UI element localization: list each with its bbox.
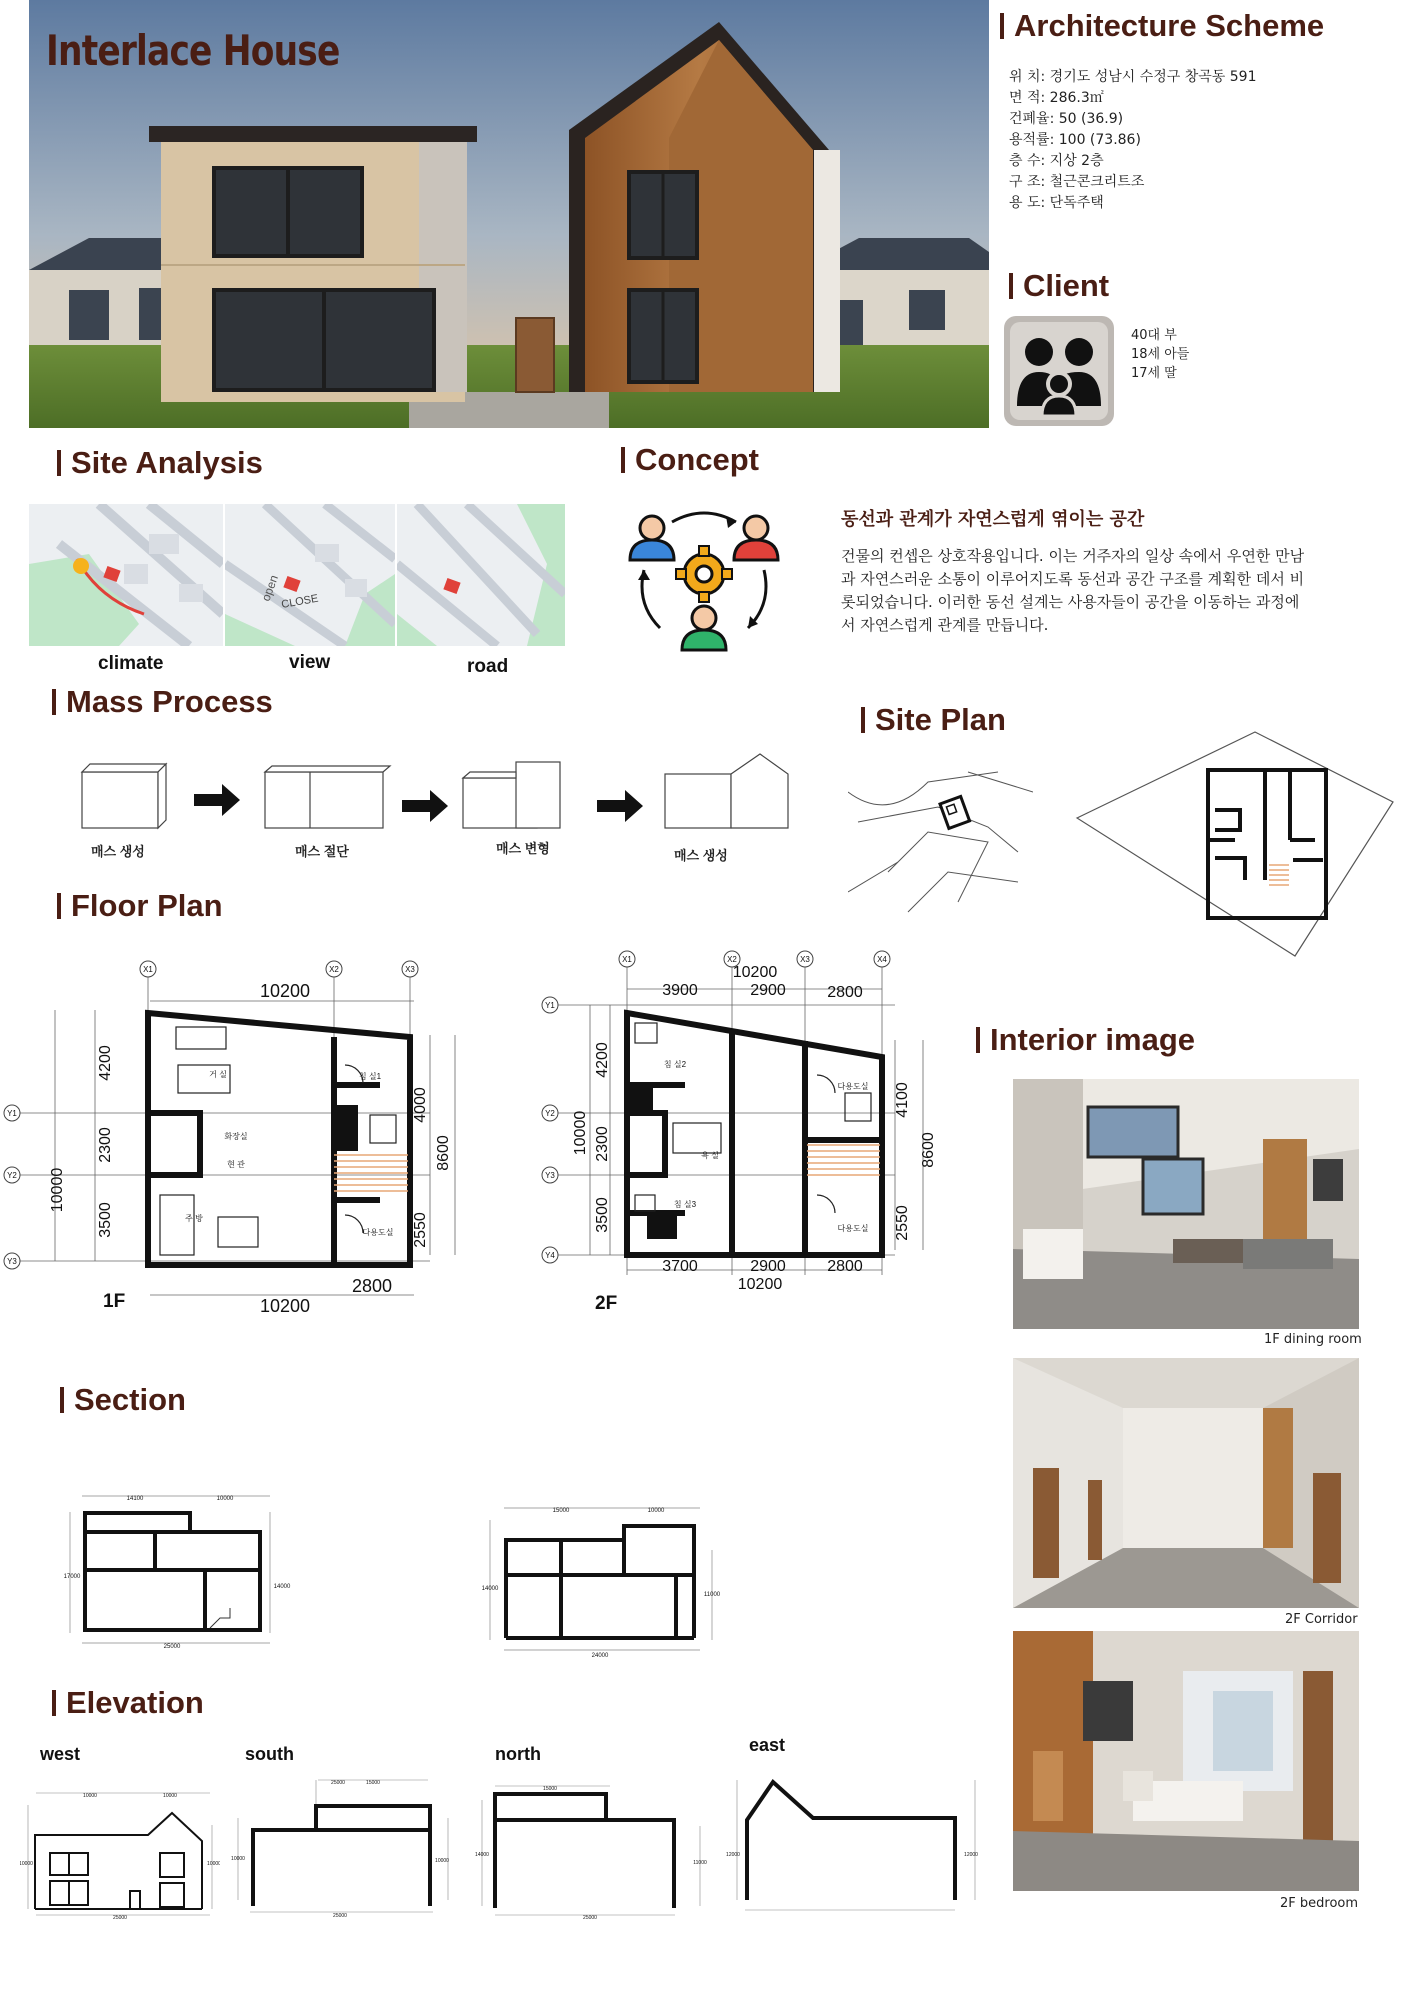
dim-1f-top: 10200 (259, 981, 311, 1001)
scheme-key: 층 수 (1009, 153, 1041, 169)
client-members (1131, 326, 1189, 383)
scheme-key: 용 도 (1009, 195, 1041, 211)
sec-b-top-a: 15000 (552, 1508, 570, 1514)
elev-south-dim-1: 25000 (331, 1780, 345, 1786)
floor-plan-1f (0, 955, 470, 1315)
dim-1f-left-c: 3500 (97, 1202, 114, 1238)
scheme-value: 100 (73.86) (1058, 132, 1141, 148)
elev-west-dim-1: 10000 (83, 1793, 97, 1799)
site-analysis-heading (57, 445, 263, 481)
heading-bar (60, 1387, 64, 1413)
client-member: 40대 부 (1131, 328, 1177, 343)
axis-x1: X1 (143, 965, 153, 974)
dim-2f-top: 10200 (732, 964, 778, 981)
dim-1f-left-a: 4200 (97, 1045, 114, 1081)
scheme-key: 위 치 (1009, 69, 1041, 85)
elevation-heading-text: Elevation (66, 1685, 204, 1720)
sec-a-top-b: 10000 (216, 1496, 234, 1502)
view-tag-close: CLOSE (280, 592, 320, 611)
dim-2f-left-a: 4200 (594, 1042, 611, 1078)
scheme-row: 면 적: 286.3㎡ (1009, 90, 1104, 106)
mass-process-heading (52, 684, 273, 720)
axis-y1: Y1 (7, 1109, 17, 1118)
heading-bar (52, 689, 56, 715)
concept-heading (621, 442, 759, 478)
room-wc: 화장실 (224, 1132, 248, 1141)
interior-heading-text: Interior image (990, 1022, 1195, 1057)
sec-b-left: 14000 (481, 1586, 499, 1592)
client-member: 18세 아들 (1131, 347, 1190, 362)
dim-2f-bottom: 10200 (737, 1276, 783, 1293)
room-kitchen: 주 방 (185, 1214, 203, 1223)
scheme-value: 286.3㎡ (1049, 90, 1104, 106)
view-tag-open: open (258, 573, 281, 604)
section-b (476, 1500, 726, 1660)
scheme-value: 경기도 성남시 수정구 창곡동 591 (1049, 69, 1257, 85)
site-map-view (225, 504, 395, 646)
scheme-row: 위 치: 경기도 성남시 수정구 창곡동 591 (1009, 69, 1257, 85)
axis-x4: X4 (877, 955, 887, 964)
site-map-road (397, 504, 565, 646)
scheme-key: 건폐율 (1009, 111, 1050, 127)
elevation-east (725, 1760, 990, 1920)
sec-a-bottom: 25000 (163, 1644, 181, 1650)
dim-2f-top-a: 3900 (662, 982, 698, 999)
elev-south-dim-4: 10000 (435, 1858, 449, 1864)
dim-2f-bot-a: 3700 (662, 1258, 698, 1275)
interior-image-corridor (1013, 1358, 1359, 1608)
axis-y3: Y3 (545, 1171, 555, 1180)
room-utility-b: 다용도실 (837, 1224, 869, 1233)
axis-y1: Y1 (545, 1001, 555, 1010)
client-heading (1009, 268, 1109, 304)
client-heading-text: Client (1023, 268, 1110, 303)
site-caption-view: view (289, 652, 331, 673)
interaction-icon (624, 500, 784, 660)
axis-y3: Y3 (7, 1257, 17, 1266)
elev-label-north: north (495, 1744, 541, 1764)
mass-step-1: 매스 생성 (91, 844, 145, 859)
dim-1f-bottom-r: 2800 (351, 1276, 393, 1296)
dim-2f-left-total: 10000 (572, 1110, 589, 1156)
dim-1f-left-total: 10000 (49, 1167, 66, 1213)
elev-label-east: east (749, 1735, 786, 1755)
axis-x3: X3 (405, 965, 415, 974)
concept-subtitle: 동선과 관계가 자연스럽게 엮이는 공간 (841, 509, 1145, 530)
sec-a-left: 17000 (63, 1574, 81, 1580)
dim-1f-left-b: 2300 (97, 1127, 114, 1163)
room-bed1: 침 실1 (358, 1072, 382, 1081)
elev-label-south: south (245, 1744, 294, 1764)
elev-north-dim-1: 15000 (543, 1786, 557, 1792)
elev-west-dim-5: 25000 (113, 1915, 127, 1920)
site-plan-context (848, 752, 1033, 922)
floor-plan-heading (57, 888, 223, 924)
scheme-row: 구 조: 철근콘크리트조 (1009, 174, 1145, 190)
scheme-table (1009, 67, 1389, 214)
site-map-climate (29, 504, 223, 646)
mass-step-4: 매스 생성 (674, 848, 728, 863)
mass-step-2: 매스 절단 (295, 844, 349, 859)
interior-image-bedroom (1013, 1631, 1359, 1891)
heading-bar (1000, 13, 1004, 39)
client-member: 17세 딸 (1131, 366, 1177, 381)
interior-caption-bedroom: 2F bedroom (1280, 1896, 1359, 1911)
axis-y2: Y2 (545, 1109, 555, 1118)
sec-a-top-a: 14100 (126, 1496, 144, 1502)
dim-2f-bot-c: 2800 (827, 1258, 863, 1275)
heading-bar (52, 1690, 56, 1716)
scheme-row: 건폐율: 50 (36.9) (1009, 111, 1124, 127)
dim-1f-right-b: 8600 (435, 1135, 452, 1171)
hero-render (29, 0, 989, 428)
sec-b-bottom: 24000 (591, 1653, 609, 1659)
room-bed2: 침 실2 (663, 1060, 687, 1069)
architecture-scheme-heading (1000, 8, 1324, 44)
scheme-key: 면 적 (1009, 90, 1041, 106)
concept-body: 건물의 컨셉은 상호작용입니다. 이는 거주자의 일상 속에서 우연한 만남과 자연스러운 소통이 이루어지도록 동선과 공간 구조를 계획한 데서 비롯되었습니다. 이러한 동선 설계는 사용자들이 공간을 이동하는 과정에서 자연스럽게 관계를 만듭니다. (841, 547, 1305, 634)
sec-b-top-b: 10000 (647, 1508, 665, 1514)
elev-north-dim-4: 25000 (583, 1915, 597, 1920)
interior-heading (976, 1022, 1195, 1058)
heading-bar (976, 1027, 980, 1053)
axis-y4: Y4 (545, 1251, 555, 1260)
mass-step-3: 매스 변형 (496, 841, 550, 856)
scheme-key: 구 조 (1009, 174, 1041, 190)
axis-x2: X2 (329, 965, 339, 974)
dim-2f-right-b: 8600 (920, 1132, 937, 1168)
dim-2f-left-b: 2300 (594, 1126, 611, 1162)
elevation-heading (52, 1685, 204, 1721)
mass-process-heading-text: Mass Process (66, 684, 273, 719)
room-living: 거 실 (209, 1070, 227, 1079)
dim-2f-right-c: 2550 (894, 1205, 911, 1241)
dim-1f-right-c: 2550 (412, 1212, 429, 1248)
elevation-north (470, 1770, 710, 1920)
elev-north-dim-3: 11000 (693, 1860, 707, 1866)
axis-x1: X1 (622, 955, 632, 964)
interior-image-dining (1013, 1079, 1359, 1329)
project-title: Interlace House (46, 26, 340, 75)
site-plan-detail (1075, 730, 1395, 960)
scheme-value: 단독주택 (1049, 195, 1104, 211)
site-caption-climate: climate (98, 653, 164, 674)
axis-x3: X3 (800, 955, 810, 964)
sec-b-right: 11000 (703, 1592, 721, 1598)
elev-south-dim-2: 15000 (366, 1780, 380, 1786)
dim-2f-left-c: 3500 (594, 1197, 611, 1233)
heading-bar (1009, 273, 1013, 299)
site-plan-heading (861, 702, 1006, 738)
heading-bar (861, 707, 865, 733)
floor-label-1f: 1F (103, 1291, 126, 1312)
site-plan-heading-text: Site Plan (875, 702, 1006, 737)
elevation-south (228, 1770, 458, 1920)
room-bath: 욕 실 (701, 1151, 719, 1160)
floor-plan-2f (535, 945, 955, 1315)
dim-2f-top-c: 2800 (827, 984, 863, 1001)
elevation-west (20, 1785, 220, 1920)
architecture-scheme-heading-text: Architecture Scheme (1014, 8, 1325, 43)
scheme-value: 지상 2층 (1049, 153, 1104, 169)
dim-1f-bottom: 10200 (259, 1296, 311, 1315)
scheme-key: 용적률 (1009, 132, 1050, 148)
heading-bar (621, 447, 625, 473)
elev-south-dim-5: 25000 (333, 1913, 347, 1919)
concept-heading-text: Concept (635, 442, 759, 477)
elev-west-dim-2: 10000 (163, 1793, 177, 1799)
scheme-value: 50 (36.9) (1058, 111, 1124, 127)
axis-y2: Y2 (7, 1171, 17, 1180)
room-utility-a: 다용도실 (837, 1082, 869, 1091)
elev-east-dim-2: 12000 (964, 1852, 978, 1858)
elev-label-west: west (40, 1744, 81, 1764)
scheme-row: 층 수: 지상 2층 (1009, 153, 1104, 169)
scheme-value: 철근콘크리트조 (1049, 174, 1145, 190)
floor-label-2f: 2F (595, 1293, 618, 1314)
axis-x2: X2 (727, 955, 737, 964)
room-utility: 다용도실 (362, 1228, 394, 1237)
dim-2f-top-b: 2900 (750, 982, 786, 999)
elev-south-dim-3: 10000 (231, 1856, 245, 1862)
room-entry: 현 관 (227, 1160, 245, 1169)
elev-north-dim-2: 14000 (475, 1852, 489, 1858)
dim-1f-right-a: 4000 (412, 1087, 429, 1123)
room-bed3: 침 실3 (673, 1200, 697, 1209)
section-a (60, 1488, 300, 1653)
scheme-row: 용 도: 단독주택 (1009, 195, 1104, 211)
interior-caption-dining: 1F dining room (1264, 1332, 1362, 1347)
family-icon (1002, 314, 1116, 428)
mass-process-diagram (60, 750, 820, 860)
section-heading (60, 1382, 186, 1418)
scheme-row: 용적률: 100 (73.86) (1009, 132, 1141, 148)
section-heading-text: Section (74, 1382, 186, 1417)
heading-bar (57, 450, 61, 476)
site-caption-road: road (467, 656, 509, 677)
dim-2f-bot-b: 2900 (750, 1258, 786, 1275)
sec-a-right: 14000 (273, 1584, 291, 1590)
elev-west-dim-3: 10000 (20, 1861, 33, 1867)
dim-2f-right-a: 4100 (894, 1082, 911, 1118)
interior-caption-corridor: 2F Corridor (1285, 1612, 1358, 1627)
elev-east-dim-1: 12000 (726, 1852, 740, 1858)
heading-bar (57, 893, 61, 919)
site-analysis-heading-text: Site Analysis (71, 445, 263, 480)
elev-west-dim-4: 10000 (207, 1861, 220, 1867)
floor-plan-heading-text: Floor Plan (71, 888, 223, 923)
